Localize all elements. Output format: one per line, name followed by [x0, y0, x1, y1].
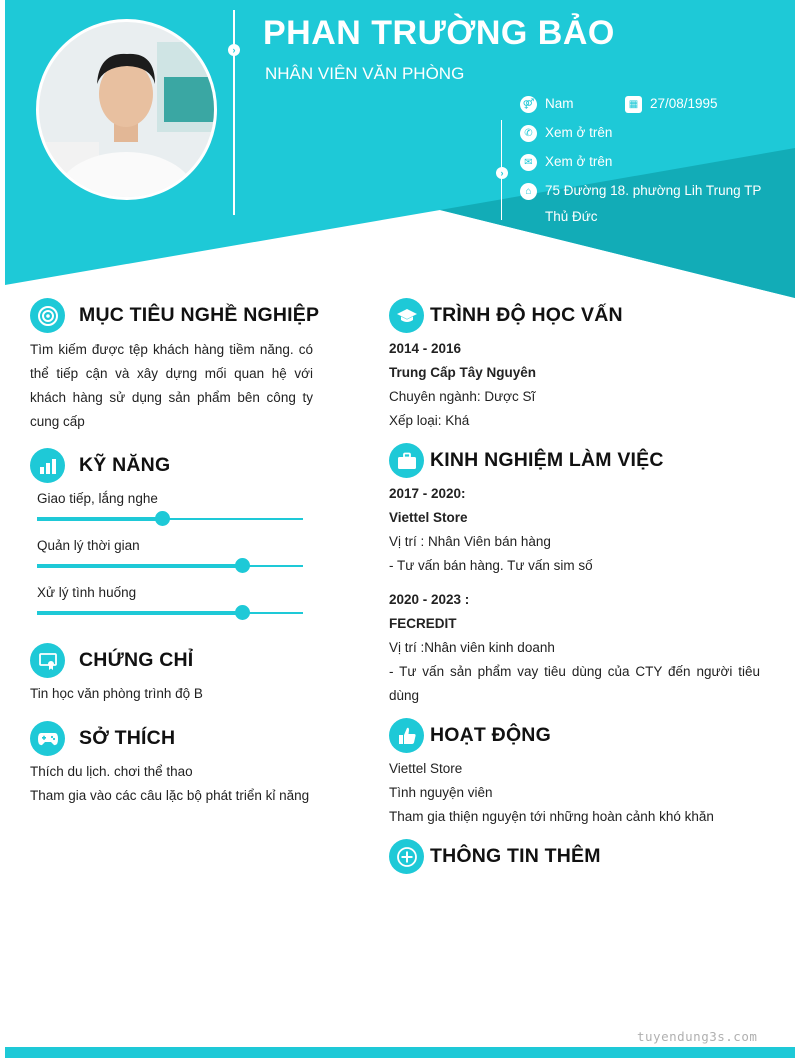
target-icon	[30, 298, 65, 333]
education-grade: Xếp loại: Khá	[389, 413, 470, 428]
section-experience	[389, 443, 664, 478]
candidate-name: PHAN TRƯỜNG BẢO	[263, 14, 615, 52]
job-description: - Tư vấn sản phẩm vay tiêu dùng của CTY đến người tiêu dùng	[389, 664, 760, 703]
job-period: 2017 - 2020:	[389, 486, 466, 501]
education-school: Trung Cấp Tây Nguyên	[389, 365, 537, 380]
skill-knob	[155, 511, 170, 526]
plus-icon	[389, 839, 424, 874]
bar-chart-icon	[30, 448, 65, 483]
header-divider	[233, 10, 235, 215]
skill-bar	[37, 565, 303, 567]
activity-item: Tham gia thiện nguyện tới những hoàn cảnh khó khăn	[389, 809, 714, 824]
gender-value: Nam	[545, 96, 574, 111]
section-objective	[30, 298, 319, 333]
address-row	[520, 182, 770, 230]
phone-value: Xem ở trên	[545, 125, 613, 140]
email-row	[520, 153, 612, 175]
certificates-text: Tin học văn phòng trình độ B	[30, 686, 203, 701]
section-certificates	[30, 643, 193, 678]
phone-icon: ✆	[520, 125, 537, 142]
footer-bar	[5, 1047, 795, 1058]
section-title: KỸ NĂNG	[79, 454, 171, 476]
job-company: Viettel Store	[389, 510, 468, 525]
gender-icon: ⚤	[520, 96, 537, 113]
avatar	[36, 19, 217, 200]
job-position: Vị trí :Nhân viên kinh doanh	[389, 640, 555, 655]
address-value: 75 Đường 18. phường Lih Trung TP Thủ Đức	[545, 183, 762, 224]
birthdate-value: 27/08/1995	[650, 96, 718, 111]
skill-label: Quản lý thời gian	[37, 538, 140, 553]
job-company: FECREDIT	[389, 616, 457, 631]
skill-knob	[235, 605, 250, 620]
header	[5, 0, 795, 300]
skill-knob	[235, 558, 250, 573]
briefcase-icon	[389, 443, 424, 478]
chevron-right-icon: ›	[228, 44, 240, 56]
watermark: tuyendung3s.com	[637, 1029, 758, 1044]
hobbies-line-1: Thích du lịch. chơi thể thao	[30, 764, 193, 779]
home-icon: ⌂	[520, 183, 537, 200]
education-major: Chuyên ngành: Dược Sĩ	[389, 389, 536, 404]
section-title: KINH NGHIỆM LÀM VIỆC	[430, 449, 664, 471]
envelope-icon: ✉	[520, 154, 537, 171]
skill-bar	[37, 518, 303, 520]
birthdate-row	[625, 95, 718, 117]
section-title: TRÌNH ĐỘ HỌC VẤN	[430, 304, 623, 326]
section-activities	[389, 718, 551, 753]
section-more-info	[389, 839, 601, 874]
skill-label: Giao tiếp, lắng nghe	[37, 491, 158, 506]
section-title: SỞ THÍCH	[79, 727, 176, 749]
thumbs-up-icon	[389, 718, 424, 753]
section-skills	[30, 448, 170, 483]
section-title: CHỨNG CHỈ	[79, 649, 194, 671]
chevron-right-icon: ›	[496, 167, 508, 179]
section-hobbies	[30, 721, 175, 756]
section-title: MỤC TIÊU NGHỀ NGHIỆP	[79, 304, 320, 326]
job-period: 2020 - 2023 :	[389, 592, 470, 607]
skill-bar	[37, 612, 303, 614]
hobbies-line-2: Tham gia vào các câu lặc bộ phát triển kỉ năng	[30, 788, 310, 803]
calendar-icon: ▦	[625, 96, 642, 113]
certificate-icon	[30, 643, 65, 678]
activity-item: Viettel Store	[389, 761, 463, 776]
job-position: Vị trí : Nhân Viên bán hàng	[389, 534, 551, 549]
phone-row	[520, 124, 612, 146]
email-value: Xem ở trên	[545, 154, 613, 169]
gamepad-icon	[30, 721, 65, 756]
skill-label: Xử lý tình huống	[37, 585, 137, 600]
objective-text: Tìm kiếm được tệp khách hàng tiềm năng. có thể tiếp cận và xây dựng mối quan hệ với khách hàng sử dụng sản phẩm bên công ty cung cấp	[30, 342, 313, 429]
education-period: 2014 - 2016	[389, 341, 462, 356]
job-description: - Tư vấn bán hàng. Tư vấn sim số	[389, 558, 593, 573]
section-title: HOẠT ĐỘNG	[430, 724, 551, 746]
activity-item: Tình nguyện viên	[389, 785, 493, 800]
section-education	[389, 298, 623, 333]
job-title: NHÂN VIÊN VĂN PHÒNG	[265, 64, 465, 83]
gender-row	[520, 95, 574, 117]
section-title: THÔNG TIN THÊM	[430, 845, 601, 867]
graduation-cap-icon	[389, 298, 424, 333]
